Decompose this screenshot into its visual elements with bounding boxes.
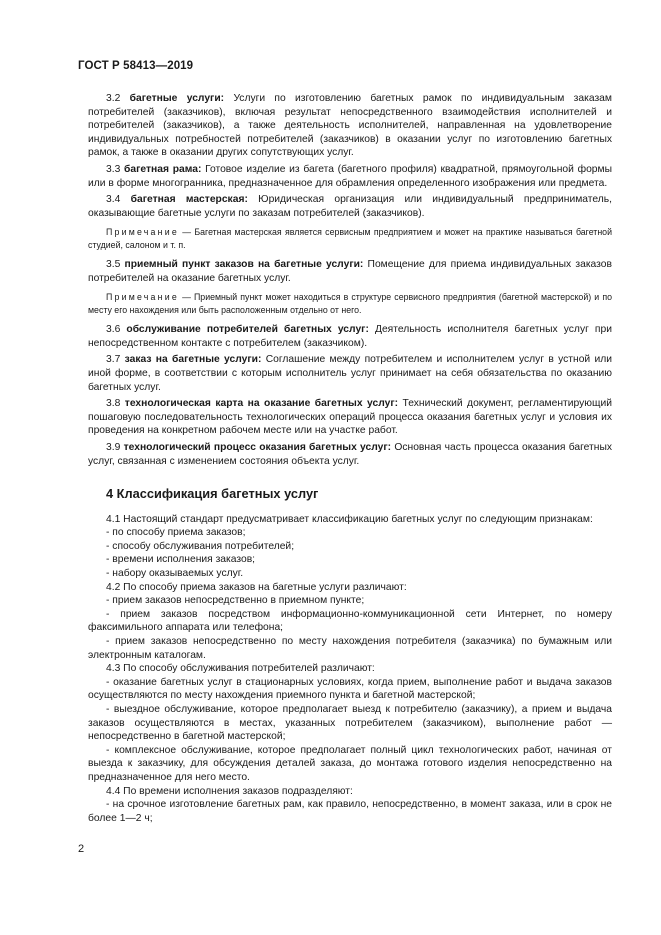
definition-text: Основная часть процесса оказания багетных услуг, связанная с изменением состояния объекта услуг. [88,441,612,467]
document-body [88,92,612,825]
definition-3-7 [88,353,612,394]
list-item: - на срочное изготовление багетных рам, как правило, непосредственно, в момент заказа, или в срок не более 1—2 ч; [88,799,612,824]
definition-text: Технический документ, регламентирующий пошаговую последовательность технологических операций процесса оказания багетных услуг и условия их проведения на конкретном рабочем месте или на участке работ. [88,398,612,437]
term: багетная мастерская: [130,194,248,206]
list-item: - прием заказов непосредственно по месту нахождения потребителя (заказчика) по бумажным или электронным каталогам. [88,636,612,661]
note-label: Примечание [106,292,179,303]
note [88,226,612,251]
term: приемный пункт заказов на багетные услуги: [124,259,364,271]
definition-text: Услуги по изготовлению багетных рамок по индивидуальным заказам потребителей (заказчиков), включая результат непосредственного взаимодействия исполнителей и потребителей (заказчиков), а также деятельность исполнителей, направленная на удовлетворение индивидуальных потребностей потребителей (заказчиков) в оказании услуг по изготовлению багетных рамок, а также в оказании других сопутствующих услуг. [88,93,612,159]
note-text: — Приемный пункт может находиться в структуре сервисного предприятия (багетной мастерской) и по месту его нахождения или быть расположенным отдельно от него. [88,292,612,315]
definition-3-2 [88,92,612,160]
list-item: - оказание багетных услуг в стационарных условиях, когда прием, выполнение работ и выдача заказов осуществляются по месту нахождения приемного пункта и багетной мастерской; [88,676,612,702]
clause-number: 3.5 [106,259,121,271]
clause-number: 3.9 [106,441,121,453]
clause-number: 3.2 [106,93,121,104]
definition-text: Деятельность исполнителя багетных услуг при непосредственном контакте с потребителем (заказчиком). [88,324,612,349]
page-number: 2 [78,843,85,855]
section-heading: 4 Классификация багетных услуг [106,486,319,502]
list-item: - комплексное обслуживание, которое предполагает полный цикл технологических работ, начиная от выезда к заказчику, для обсуждения деталей заказа, до монтажа готового изделия непосредственно на предназначенное для него место. [88,744,612,783]
definition-3-8 [88,397,612,438]
clause-number: 3.3 [106,163,121,175]
term: технологический процесс оказания багетных услуг: [123,441,392,453]
list-item: - времени исполнения заказов; [106,554,256,566]
list-item: - способу обслуживания потребителей; [106,540,295,552]
list-item: - выездное обслуживание, которое предполагает выезд к потребителю (заказчику), а прием и выдача заказов осуществляются в местах, указанных потребителем (заказчиком), выполнение работ — непосредственно в багетной мастерской; [88,704,612,743]
clause-4-4: 4.4 По времени исполнения заказов подразделяют: [106,785,353,797]
clause-number: 3.4 [106,194,121,206]
list-item: - по способу приема заказов; [106,527,246,539]
note-text: — Багетная мастерская является сервисным предприятием и может на практике называться багетной студией, салоном и т. п. [88,227,612,250]
definition-3-6 [88,323,612,350]
definition-3-5 [88,258,612,316]
clause-4-3: 4.3 По способу обслуживания потребителей различают: [106,663,375,675]
term: обслуживание потребителей багетных услуг: [126,324,369,336]
note [88,291,612,316]
definition-3-9 [88,441,612,468]
document-header: ГОСТ Р 58413—2019 [78,60,194,72]
clause-4-2: 4.2 По способу приема заказов на багетные услуги различают: [106,581,407,593]
definition-text: Помещение для приема индивидуальных заказов потребителей на оказание багетных услуг. [88,259,612,284]
term: технологическая карта на оказание багетных услуг: [124,398,399,410]
note-label: Примечание [106,227,179,238]
definition-text: Соглашение между потребителем и исполнителем услуг в устной или иной форме, в соответствии с которым исполнитель услуг принимает на себя обязательства по оказанию багетных услуг. [88,354,612,393]
clause-number: 3.7 [106,354,121,366]
list-item: - прием заказов посредством информационно-коммуникационной сети Интернет, по номеру факсимильного аппарата или телефона; [88,608,612,634]
definition-text: Юридическая организация или индивидуальный предприниматель, оказывающие багетные услуги по заказам потребителей (заказчиков). [88,194,612,219]
term: багетная рама: [124,163,202,175]
clause-4-1: 4.1 Настоящий стандарт предусматривает классификацию багетных услуг по следующим признакам: [106,513,593,525]
clause-number: 3.6 [106,324,121,336]
definition-3-4 [88,193,612,251]
list-item: - прием заказов непосредственно в приемном пункте; [106,595,365,607]
definition-text: Готовое изделие из багета (багетного профиля) квадратной, прямоугольной формы или в форме многогранника, предназначенное для обрамления определенного изображения или предмета. [88,163,612,189]
list-item: - набору оказываемых услуг. [106,568,244,580]
clause-number: 3.8 [106,398,121,410]
definition-3-3 [88,163,612,190]
term: заказ на багетные услуги: [124,354,262,366]
term: багетные услуги: [129,93,225,104]
